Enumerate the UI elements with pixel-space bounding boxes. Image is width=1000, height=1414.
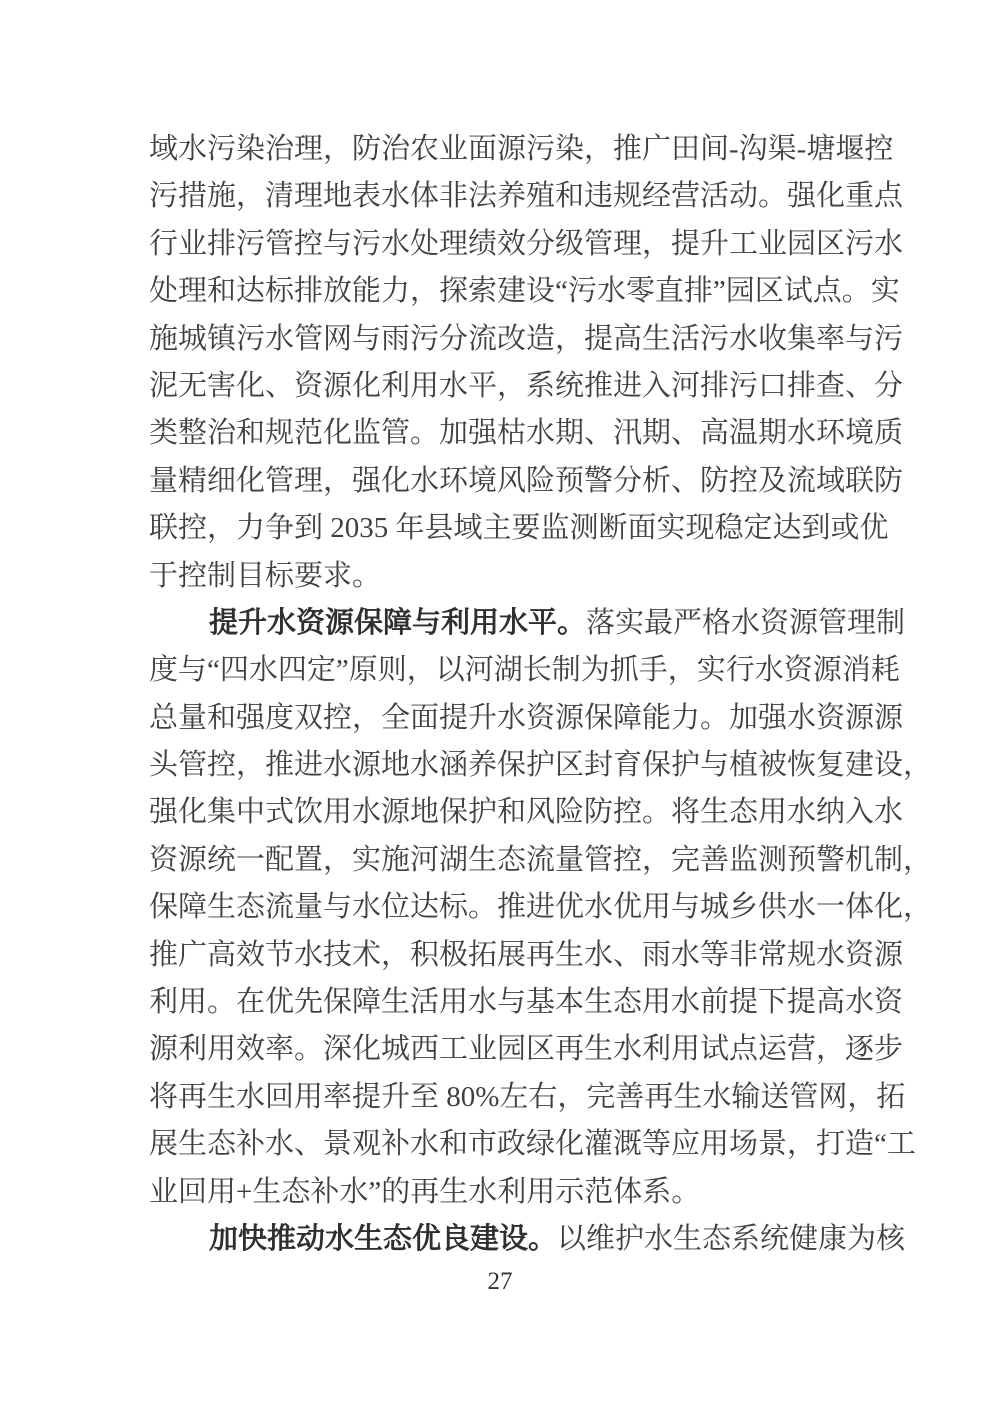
body-text: 类整治和规范化监管。加强枯水期、汛期、高温期水环境质 [149, 417, 904, 450]
body-text: 以维护水生态系统健康为核 [557, 1222, 906, 1255]
text-line [149, 932, 904, 979]
body-text: 施城镇污水管网与雨污分流改造，提高生活污水收集率与污 [149, 322, 904, 355]
body-text: 域水污染治理，防治农业面源污染，推广田间-沟渠-塘堰控 [149, 133, 894, 165]
text-block [149, 126, 933, 1263]
body-text: 将再生水回用率提升至 80%左右，完善再生水输送管网，拓 [149, 1080, 906, 1113]
body-text: 落实最严格水资源管理制 [586, 606, 906, 639]
page-number: 27 [487, 1268, 513, 1295]
text-line [149, 1026, 904, 1073]
body-text: 保障生态流量与水位达标。推进优水优用与城乡供水一体化， [149, 891, 933, 924]
body-text: 泥无害化、资源化利用水平，系统推进入河排污口排查、分 [149, 369, 904, 402]
body-text: 展生态补水、景观补水和市政绿化灌溉等应用场景，打造“工 [149, 1128, 916, 1161]
body-text: 量精细化管理，强化水环境风险预警分析、防控及流域联防 [149, 464, 904, 497]
text-line [149, 1074, 906, 1121]
text-line [149, 458, 904, 505]
body-text: 头管控，推进水源地水涵养保护区封育保护与植被恢复建设， [149, 749, 933, 782]
paragraph-lead-bold: 加快推动水生态优良建设。 [209, 1222, 558, 1255]
body-text: 于控制目标要求。 [149, 559, 382, 592]
text-line [149, 268, 900, 315]
text-line [149, 505, 889, 552]
text-line [149, 789, 904, 836]
body-text: 源利用效率。深化城西工业园区再生水利用试点运营，逐步 [149, 1033, 904, 1066]
body-text: 资源统一配置，实施河湖生态流量管控，完善监测预警机制， [149, 843, 933, 876]
body-text: 利用。在优先保障生活用水与基本生态用水前提下提高水资 [149, 986, 904, 1019]
text-line [149, 410, 904, 457]
text-line [149, 173, 904, 220]
text-line [149, 647, 900, 694]
text-line [149, 1169, 856, 1216]
text-line [149, 1121, 916, 1168]
text-line [149, 221, 904, 268]
text-line [149, 695, 904, 742]
text-line [149, 979, 904, 1026]
text-line [149, 126, 894, 173]
body-text: 度与“四水四定”原则，以河湖长制为抓手，实行水资源消耗 [149, 654, 900, 687]
body-text: 总量和强度双控，全面提升水资源保障能力。加强水资源源 [149, 701, 904, 734]
body-text: 行业排污管控与污水处理绩效分级管理，提升工业园区污水 [149, 227, 904, 260]
text-line [149, 316, 904, 363]
body-text: 业回用+生态补水”的再生水利用示范体系。 [149, 1175, 701, 1208]
body-text: 联控，力争到 2035 年县域主要监测断面实现稳定达到或优 [149, 512, 889, 545]
paragraph-lead-bold: 提升水资源保障与利用水平。 [209, 606, 587, 639]
body-text: 强化集中式饮用水源地保护和风险防控。将生态用水纳入水 [149, 796, 904, 829]
text-line [149, 837, 933, 884]
text-line [149, 600, 906, 647]
body-text: 污措施，清理地表水体非法养殖和违规经营活动。强化重点 [149, 180, 904, 213]
body-text: 推广高效节水技术，积极拓展再生水、雨水等非常规水资源 [149, 938, 904, 971]
text-line [149, 553, 856, 600]
text-line [149, 884, 933, 931]
body-text: 处理和达标排放能力，探索建设“污水零直排”园区试点。实 [149, 275, 900, 308]
text-line [149, 363, 904, 410]
text-line [149, 1216, 906, 1263]
text-line [149, 742, 933, 789]
